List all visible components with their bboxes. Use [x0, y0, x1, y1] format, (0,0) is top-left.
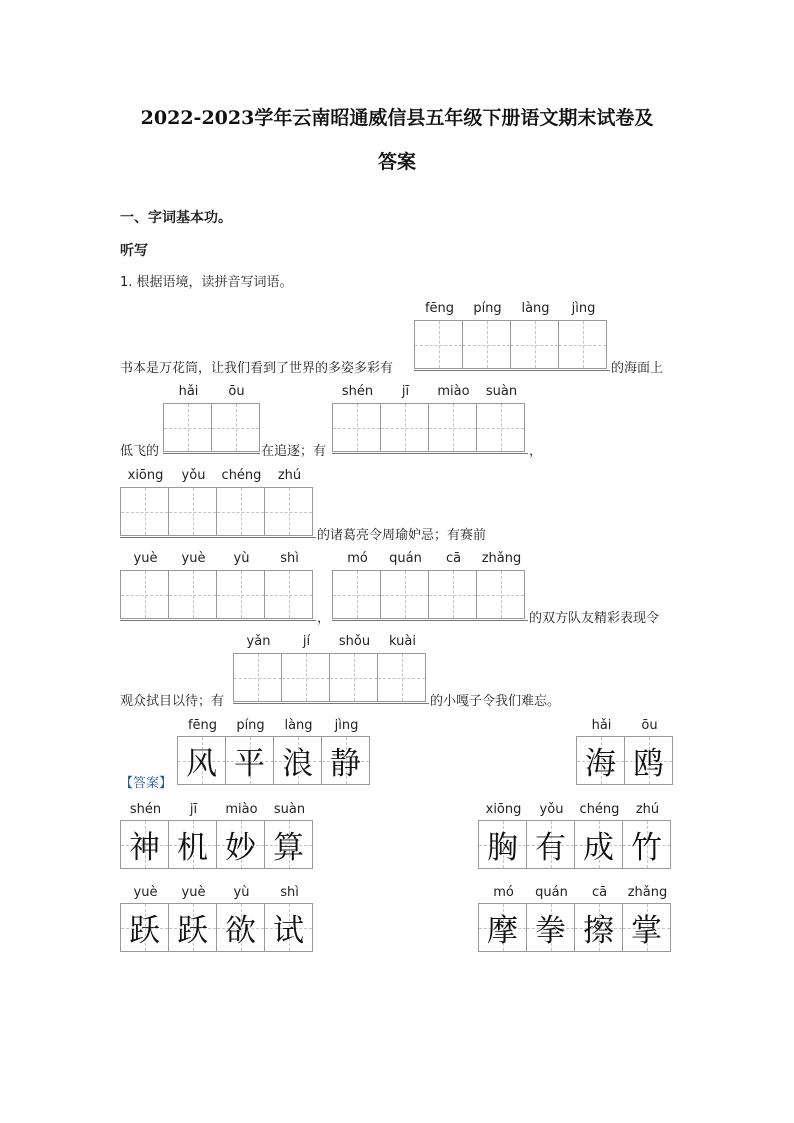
answer-cell — [225, 718, 274, 785]
answer-character: 拳 — [535, 913, 566, 949]
answer-cell — [273, 718, 322, 785]
sentence-text: ， — [317, 611, 331, 626]
pinyin-label: zhú — [277, 468, 302, 483]
pinyin-label: miào — [225, 802, 258, 817]
pinyin-label: jī — [401, 384, 410, 399]
pinyin-label: yuè — [133, 885, 158, 900]
writing-cell[interactable] — [163, 384, 212, 452]
answer-cell — [622, 885, 671, 952]
answer-cell — [168, 802, 217, 869]
answer-character: 机 — [177, 830, 208, 866]
answer-character: 摩 — [487, 913, 518, 949]
blank-underline — [332, 453, 528, 454]
pinyin-label: chéng — [579, 802, 620, 817]
writing-cell[interactable] — [120, 551, 169, 619]
pinyin-label: quán — [535, 885, 568, 900]
writing-cell[interactable] — [329, 634, 378, 702]
answer-cell — [120, 885, 169, 952]
blank-grid-yue-yue-yu-shi[interactable] — [120, 551, 313, 619]
sentence-text: 的诸葛亮令周瑜妒忌；有赛前 — [317, 528, 487, 543]
sentence-text: 的海面上 — [611, 361, 664, 376]
answer-grid-xiong-you-cheng-zhu — [478, 802, 671, 869]
blank-grid-shen-ji-miao-suan[interactable] — [332, 384, 525, 452]
answer-character: 静 — [330, 746, 361, 782]
answer-grid-mo-quan-ca-zhang — [478, 885, 671, 952]
pinyin-label: kuài — [389, 634, 416, 649]
pinyin-label: yǒu — [539, 802, 564, 817]
answer-cell — [624, 718, 673, 785]
pinyin-label: quán — [389, 551, 422, 566]
answer-cell — [321, 718, 370, 785]
writing-cell[interactable] — [332, 384, 381, 452]
answer-cell — [574, 885, 623, 952]
question-1-prompt: 1. 根据语境，读拼音写词语。 — [120, 275, 293, 290]
answer-cell — [622, 802, 671, 869]
blank-underline — [120, 537, 316, 538]
pinyin-label: zhǎng — [627, 885, 668, 900]
pinyin-label: hǎi — [178, 384, 199, 399]
answer-character: 跃 — [177, 913, 208, 949]
pinyin-label: miào — [437, 384, 470, 399]
answer-cell — [526, 885, 575, 952]
pinyin-label: píng — [236, 718, 265, 733]
writing-cell[interactable] — [428, 384, 477, 452]
writing-cell[interactable] — [462, 301, 511, 369]
pinyin-label: làng — [521, 301, 550, 316]
writing-cell[interactable] — [211, 384, 260, 452]
sentence-text: 的小嘎子令我们难忘。 — [430, 694, 561, 709]
answer-grid-shen-ji-miao-suan — [120, 802, 313, 869]
answer-cell — [264, 802, 313, 869]
answer-character: 海 — [585, 746, 616, 782]
answer-character: 算 — [273, 830, 304, 866]
writing-cell[interactable] — [168, 468, 217, 536]
answer-cell — [216, 802, 265, 869]
pinyin-label: jí — [302, 634, 311, 649]
answer-cell — [120, 802, 169, 869]
answer-grid-hai-ou — [576, 718, 673, 785]
answer-character: 掌 — [631, 913, 662, 949]
pinyin-label: xiōng — [485, 802, 522, 817]
sentence-text: 书本是万花筒，让我们看到了世界的多姿多彩有 — [120, 361, 394, 376]
pinyin-label: zhǎng — [481, 551, 522, 566]
writing-cell[interactable] — [414, 301, 463, 369]
answer-cell — [574, 802, 623, 869]
answer-character: 妙 — [225, 830, 256, 866]
sentence-text: 在追逐；有 — [261, 444, 327, 459]
answer-cell — [264, 885, 313, 952]
answer-character: 平 — [234, 746, 265, 782]
pinyin-label: jī — [189, 802, 198, 817]
writing-cell[interactable] — [216, 468, 265, 536]
writing-cell[interactable] — [120, 468, 169, 536]
blank-underline — [332, 620, 528, 621]
pinyin-label: ōu — [641, 718, 658, 733]
sentence-text: ， — [529, 444, 543, 459]
pinyin-label: chéng — [221, 468, 262, 483]
pinyin-label: shén — [341, 384, 374, 399]
answer-character: 神 — [129, 830, 160, 866]
answer-cell — [216, 885, 265, 952]
sentence-text: 低飞的 — [120, 444, 160, 459]
pinyin-label: hǎi — [591, 718, 612, 733]
subsection-heading: 听写 — [120, 243, 148, 259]
section-heading: 一、字词基本功。 — [120, 210, 232, 226]
answer-label: 【答案】 — [120, 776, 173, 791]
pinyin-label: ōu — [228, 384, 245, 399]
writing-cell[interactable] — [377, 634, 426, 702]
answer-character: 跃 — [129, 913, 160, 949]
pinyin-label: zhú — [635, 802, 660, 817]
writing-cell[interactable] — [281, 634, 330, 702]
pinyin-label: mó — [347, 551, 368, 566]
answer-character: 风 — [186, 746, 217, 782]
pinyin-label: yù — [233, 551, 250, 566]
writing-cell[interactable] — [476, 384, 525, 452]
writing-cell[interactable] — [380, 384, 429, 452]
writing-cell[interactable] — [332, 551, 381, 619]
blank-underline — [233, 703, 429, 704]
answer-cell — [526, 802, 575, 869]
writing-cell[interactable] — [476, 551, 525, 619]
answer-cell — [576, 718, 625, 785]
blank-underline — [414, 370, 610, 371]
pinyin-label: yuè — [133, 551, 158, 566]
pinyin-label: làng — [284, 718, 313, 733]
answer-character: 擦 — [583, 913, 614, 949]
document-title-line2: 答案 — [377, 151, 416, 173]
answer-grid-yue-yue-yu-shi — [120, 885, 313, 952]
pinyin-label: yù — [233, 885, 250, 900]
pinyin-label: shì — [280, 885, 299, 900]
answer-character: 竹 — [631, 830, 662, 866]
writing-cell[interactable] — [168, 551, 217, 619]
answer-character: 试 — [273, 913, 304, 949]
answer-character: 成 — [583, 830, 614, 866]
blank-grid-hai-ou[interactable] — [163, 384, 260, 452]
pinyin-label: píng — [473, 301, 502, 316]
writing-cell[interactable] — [510, 301, 559, 369]
pinyin-label: shén — [129, 802, 162, 817]
pinyin-label: fēng — [187, 718, 218, 733]
writing-cell[interactable] — [264, 551, 313, 619]
answer-character: 浪 — [282, 746, 313, 782]
answer-character: 鸥 — [633, 746, 664, 782]
answer-cell — [168, 885, 217, 952]
writing-cell[interactable] — [380, 551, 429, 619]
answer-cell — [478, 885, 527, 952]
pinyin-label: shì — [280, 551, 299, 566]
pinyin-label: fēng — [424, 301, 455, 316]
blank-grid-mo-quan-ca-zhang[interactable] — [332, 551, 525, 619]
pinyin-label: xiōng — [127, 468, 164, 483]
pinyin-label: cā — [445, 551, 462, 566]
pinyin-label: shǒu — [338, 634, 371, 649]
writing-cell[interactable] — [233, 634, 282, 702]
answer-character: 欲 — [225, 913, 256, 949]
answer-grid-feng-ping-lang-jing — [177, 718, 370, 785]
pinyin-label: suàn — [273, 802, 306, 817]
pinyin-label: cā — [591, 885, 608, 900]
blank-grid-feng-ping-lang-jing[interactable] — [414, 301, 607, 369]
writing-cell[interactable] — [216, 551, 265, 619]
document-title-line1: 2022-2023学年云南昭通威信县五年级下册语文期末试卷及 — [140, 107, 654, 129]
writing-cell[interactable] — [558, 301, 607, 369]
pinyin-label: mó — [493, 885, 514, 900]
blank-grid-xiong-you-cheng-zhu[interactable] — [120, 468, 313, 536]
writing-cell[interactable] — [264, 468, 313, 536]
pinyin-label: yǎn — [246, 634, 271, 649]
writing-cell[interactable] — [428, 551, 477, 619]
sentence-text: 的双方队友精彩表现令 — [529, 611, 660, 626]
answer-cell — [177, 718, 226, 785]
sentence-text: 观众拭目以待；有 — [120, 694, 225, 709]
pinyin-label: jìng — [571, 301, 596, 316]
answer-character: 有 — [535, 830, 566, 866]
blank-underline — [120, 620, 316, 621]
pinyin-label: suàn — [485, 384, 518, 399]
blank-grid-yan-ji-shou-kuai[interactable] — [233, 634, 426, 702]
pinyin-label: jìng — [334, 718, 359, 733]
answer-cell — [478, 802, 527, 869]
blank-underline — [163, 453, 260, 454]
answer-character: 胸 — [487, 830, 518, 866]
pinyin-label: yǒu — [181, 468, 206, 483]
pinyin-label: yuè — [181, 551, 206, 566]
pinyin-label: yuè — [181, 885, 206, 900]
